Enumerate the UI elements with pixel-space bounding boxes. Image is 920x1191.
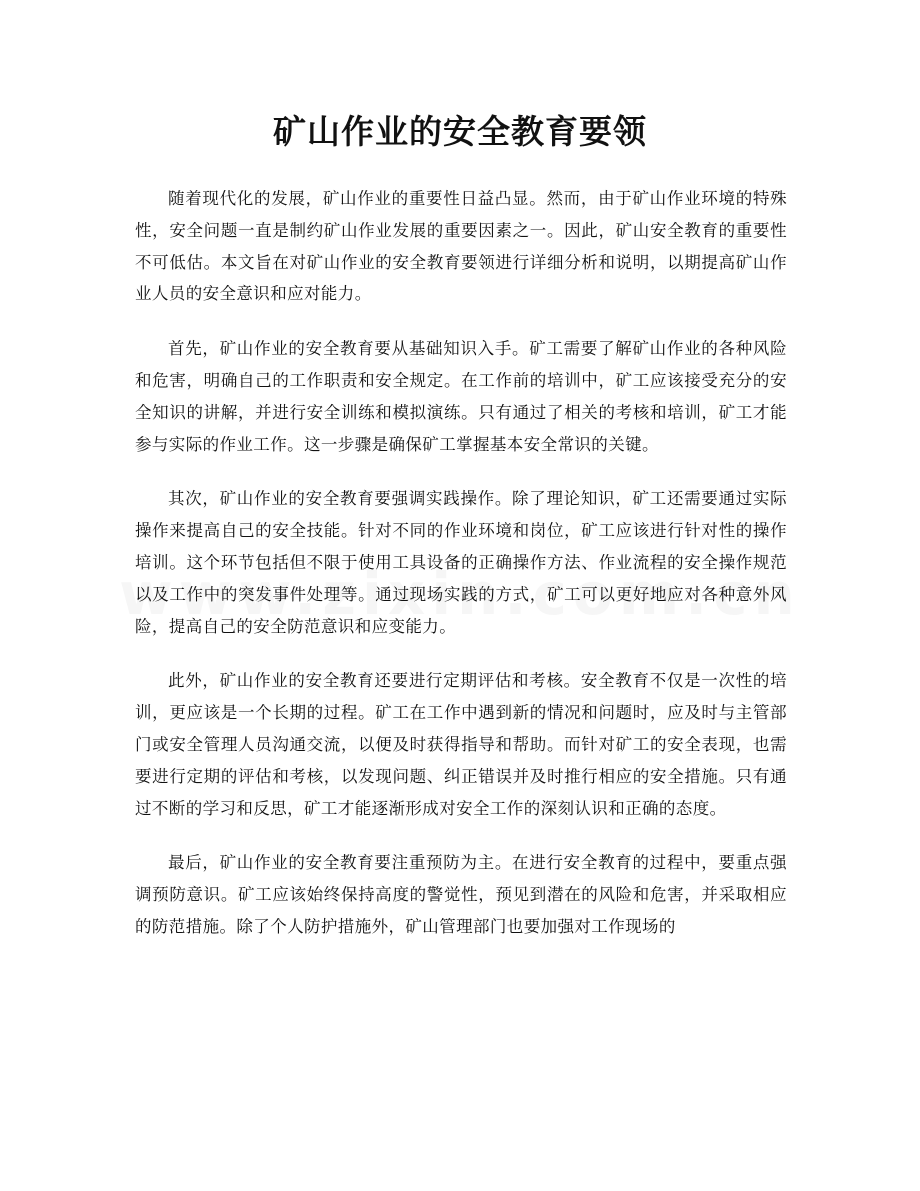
paragraph-4: 此外，矿山作业的安全教育还要进行定期评估和考核。安全教育不仅是一次性的培训，更应该是一个长期的过程。矿工在工作中遇到新的情况和问题时，应及时与主管部门或安全管理人员沟通交流，以便及时获得指导和帮助。而针对矿工的安全表现，也需要进行定期的评估和考核，以发现问题、纠正错误并及时推行相应的安全措施。只有通过不断的学习和反思，矿工才能逐渐形成对安全工作的深刻认识和正确的态度。 bbox=[135, 671, 787, 818]
paragraph-1: 随着现代化的发展，矿山作业的重要性日益凸显。然而，由于矿山作业环境的特殊性，安全问题一直是制约矿山作业发展的重要因素之一。因此，矿山安全教育的重要性不可低估。本文旨在对矿山作业的安全教育要领进行详细分析和说明，以期提高矿山作业人员的安全意识和应对能力。 bbox=[135, 189, 787, 304]
paragraph-3: 其次，矿山作业的安全教育要强调实践操作。除了理论知识，矿工还需要通过实际操作来提高自己的安全技能。针对不同的作业环境和岗位，矿工应该进行针对性的操作培训。这个环节包括但不限于使用工具设备的正确操作方法、作业流程的安全操作规范以及工作中的突发事件处理等。通过现场实践的方式，矿工可以更好地应对各种意外风险，提高自己的安全防范意识和应变能力。 bbox=[135, 489, 787, 636]
document-body bbox=[135, 183, 787, 966]
paragraph-2: 首先，矿山作业的安全教育要从基础知识入手。矿工需要了解矿山作业的各种风险和危害，明确自己的工作职责和安全规定。在工作前的培训中，矿工应该接受充分的安全知识的讲解，并进行安全训练和模拟演练。只有通过了相关的考核和培训，矿工才能参与实际的作业工作。这一步骤是确保矿工掌握基本安全常识的关键。 bbox=[135, 339, 787, 454]
document-title: 矿山作业的安全教育要领 bbox=[273, 112, 647, 151]
paragraph-5: 最后，矿山作业的安全教育要注重预防为主。在进行安全教育的过程中，要重点强调预防意识。矿工应该始终保持高度的警觉性，预见到潜在的风险和危害，并采取相应的防范措施。除了个人防护措施外，矿山管理部门也要加强对工作现场的 bbox=[135, 853, 787, 936]
